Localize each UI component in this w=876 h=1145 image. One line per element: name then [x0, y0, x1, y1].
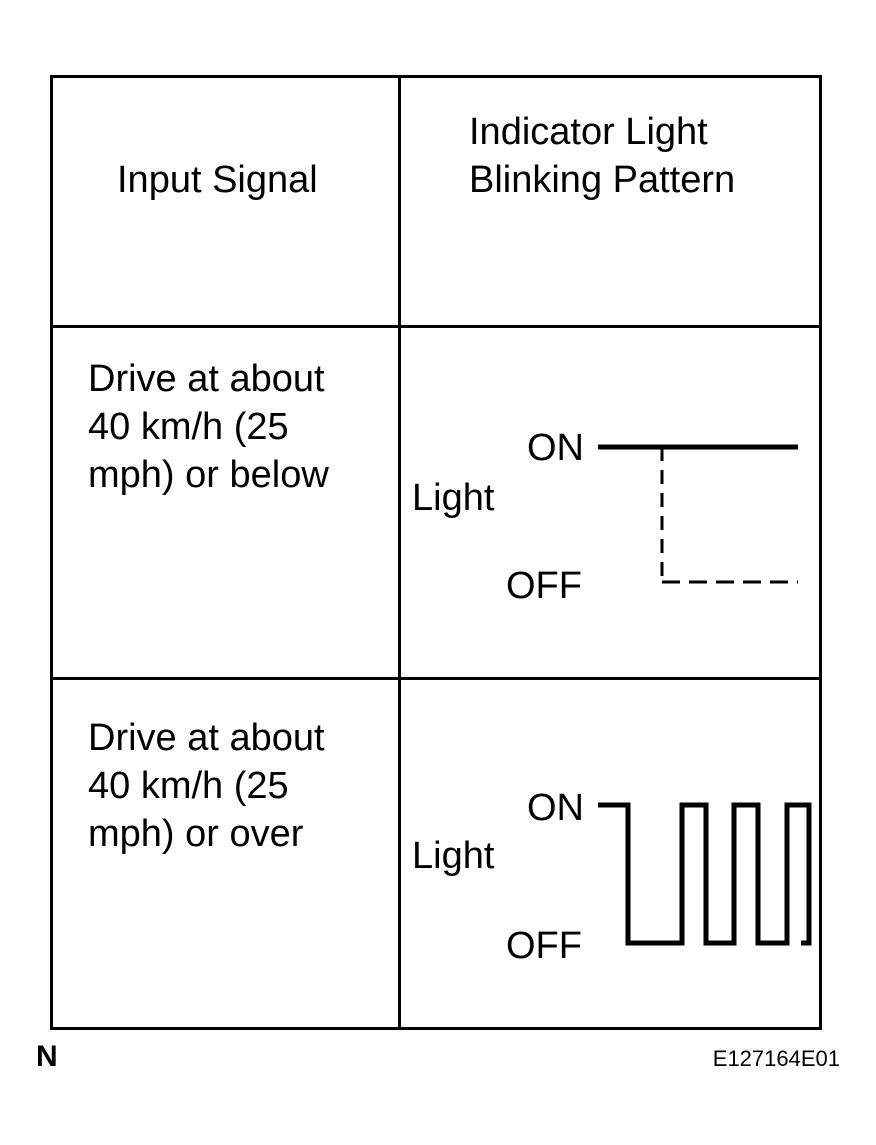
- row1-light-label: Light: [412, 477, 495, 519]
- pattern-table: [50, 75, 822, 1030]
- figure-code: E127164E01: [712, 1046, 840, 1071]
- row1-steady-on-waveform: [593, 438, 803, 588]
- row2-on-label: ON: [527, 787, 584, 829]
- row-divider: [53, 677, 819, 680]
- column-divider: [398, 78, 401, 1027]
- row2-light-label: Light: [412, 835, 495, 877]
- row2-input-signal: Drive at about 40 km/h (25 mph) or over: [88, 717, 325, 855]
- row1-input-signal: Drive at about 40 km/h (25 mph) or below: [88, 358, 329, 496]
- footer-left-mark: N: [36, 1040, 58, 1073]
- row2-square-wave: [598, 805, 809, 943]
- row1-off-label: OFF: [506, 565, 582, 607]
- header-blinking-pattern: Indicator Light Blinking Pattern: [469, 111, 736, 201]
- row2-off-label: OFF: [506, 925, 582, 967]
- header-input-signal: Input Signal: [117, 159, 318, 201]
- header-divider: [53, 325, 819, 328]
- row1-on-label: ON: [527, 427, 584, 469]
- row2-blinking-waveform: [593, 793, 808, 953]
